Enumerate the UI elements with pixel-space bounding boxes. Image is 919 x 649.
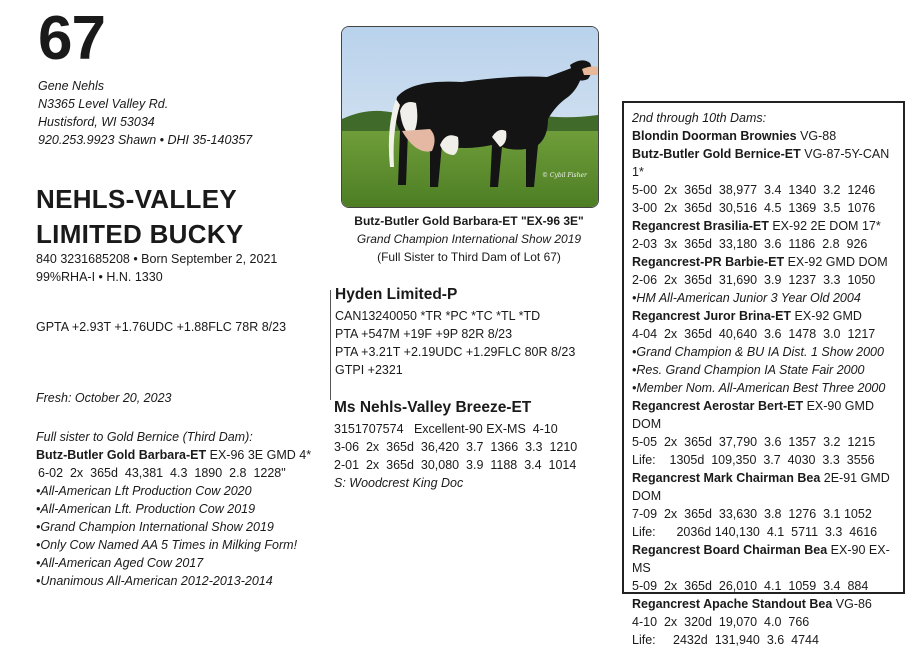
animal-rha-line: 99%RHA-I • H.N. 1330	[36, 270, 163, 284]
ancestor-dam-name: Regancrest Aerostar Bert-ET	[632, 399, 804, 413]
ancestor-dam-lifetime: Life: 2036d 140,130 4.1 5711 3.3 4616	[632, 525, 878, 539]
ancestor-dam-record: 5-05 2x 365d 37,790 3.6 1357 3.2 1215	[632, 435, 876, 449]
animal-name	[36, 182, 244, 252]
photo-caption	[341, 212, 597, 266]
cow-photo	[341, 26, 599, 208]
sire-detail: GTPI +2321	[335, 363, 403, 377]
dams-box	[622, 101, 905, 647]
ancestor-dam-classification: EX-92 GMD DOM	[784, 255, 888, 269]
ancestor-dam-record: 4-10 2x 320d 19,070 4.0 766	[632, 615, 810, 629]
ancestor-dam-classification: EX-90 EX-MS	[632, 543, 890, 575]
sister-name-line	[36, 446, 336, 464]
dam-block	[334, 398, 614, 492]
ancestor-dam-honor: •Res. Grand Champion IA State Fair 2000	[632, 363, 865, 377]
ancestor-dam-classification: EX-90 GMD DOM	[632, 399, 874, 431]
dam-name: Ms Nehls-Valley Breeze-ET	[334, 399, 532, 416]
dam-entry	[632, 595, 897, 613]
cow-photo-illustration	[342, 27, 598, 207]
ancestor-dam-name: Regancrest Brasilia-ET	[632, 219, 769, 233]
owner-address-2: Hustisford, WI 53034	[38, 115, 155, 129]
ancestor-dam-honor: •Grand Champion & BU IA Dist. 1 Show 2000	[632, 345, 884, 359]
lot-number: 67	[38, 4, 105, 73]
animal-gpta: GPTA +2.93T +1.76UDC +1.88FLC 78R 8/23	[36, 320, 287, 334]
sister-honor: •Only Cow Named AA 5 Times in Milking Form!	[36, 538, 298, 552]
dam-record: 3-06 2x 365d 36,420 3.7 1366 3.3 1210	[334, 440, 578, 454]
sire-detail: PTA +3.21T +2.19UDC +1.29FLC 80R 8/23	[335, 345, 576, 359]
sister-honor: •All-American Lft Production Cow 2020	[36, 484, 252, 498]
animal-name-line-1: NEHLS-VALLEY	[36, 184, 238, 214]
sister-classification: EX-96 3E GMD 4*	[206, 448, 312, 462]
ancestor-dam-record: 3-00 2x 365d 30,516 4.5 1369 3.5 1076	[632, 201, 876, 215]
owner-info	[38, 77, 252, 149]
ancestor-dam-classification: VG-88	[796, 129, 837, 143]
ancestor-dam-record: 4-04 2x 365d 40,640 3.6 1478 3.0 1217	[632, 327, 876, 341]
sister-intro: Full sister to Gold Bernice (Third Dam):	[36, 430, 253, 444]
dam-entry	[632, 253, 897, 271]
ancestor-dam-lifetime: Life: 2432d 131,940 3.6 4744	[632, 633, 819, 647]
animal-id-line: 840 3231685208 • Born September 2, 2021	[36, 252, 278, 266]
sire-detail: CAN13240050 *TR *PC *TC *TL *TD	[335, 309, 541, 323]
sire-block	[330, 285, 615, 379]
sister-honor: •All-American Lft. Production Cow 2019	[36, 502, 256, 516]
ancestor-dam-classification: VG-86	[832, 597, 872, 611]
ancestor-dam-classification: EX-92 GMD	[791, 309, 862, 323]
ancestor-dam-classification: EX-92 2E DOM 17*	[768, 219, 881, 233]
ancestor-dam-honor: •HM All-American Junior 3 Year Old 2004	[632, 291, 861, 305]
dam-entry	[632, 469, 897, 505]
ancestor-dam-record: 2-06 2x 365d 31,690 3.9 1237 3.3 1050	[632, 273, 876, 287]
owner-name: Gene Nehls	[38, 79, 105, 93]
dam-record: 2-01 2x 365d 30,080 3.9 1188 3.4 1014	[334, 458, 577, 472]
photo-caption-honor: Grand Champion International Show 2019	[356, 232, 582, 246]
sister-honor: •All-American Aged Cow 2017	[36, 556, 204, 570]
photo-watermark: © Cybil Fisher	[542, 172, 587, 179]
dam-entry	[632, 145, 897, 181]
ancestor-dam-name: Regancrest Apache Standout Bea	[632, 597, 833, 611]
ancestor-dam-name: Regancrest Mark Chairman Bea	[632, 471, 821, 485]
ancestor-dam-record: 5-00 2x 365d 38,977 3.4 1340 3.2 1246	[632, 183, 876, 197]
sister-block	[36, 428, 336, 590]
dam-entry	[632, 307, 897, 325]
photo-caption-name: Butz-Butler Gold Barbara-ET "EX-96 3E"	[354, 214, 584, 228]
ancestor-dam-classification: VG-87-5Y-CAN 1*	[632, 147, 890, 179]
ancestor-dam-record: 7-09 2x 365d 33,630 3.8 1276 3.1 1052	[632, 507, 872, 521]
ancestor-dam-classification: 2E-91 GMD DOM	[632, 471, 890, 503]
sister-record: 6-02 2x 365d 43,381 4.3 1890 2.8 1228"	[38, 466, 286, 480]
dam-sire: S: Woodcrest King Doc	[334, 476, 464, 490]
sire-name: Hyden Limited-P	[335, 286, 458, 303]
ancestor-dam-name: Blondin Doorman Brownies	[632, 129, 797, 143]
sister-honor: •Grand Champion International Show 2019	[36, 520, 274, 534]
owner-contact: 920.253.9923 Shawn • DHI 35-140357	[38, 133, 253, 147]
sire-detail: PTA +547M +19F +9P 82R 8/23	[335, 327, 513, 341]
animal-name-line-2: LIMITED BUCKY	[36, 219, 244, 249]
photo-caption-relation: (Full Sister to Third Dam of Lot 67)	[377, 250, 561, 264]
ancestor-dam-name: Regancrest Juror Brina-ET	[632, 309, 792, 323]
ancestor-dam-name: Regancrest Board Chairman Bea	[632, 543, 828, 557]
dam-entry	[632, 541, 897, 577]
dam-detail: 3151707574 Excellent-90 EX-MS 4-10	[334, 422, 558, 436]
dams-box-header: 2nd through 10th Dams:	[632, 111, 767, 125]
ancestor-dam-lifetime: Life: 1305d 109,350 3.7 4030 3.3 3556	[632, 453, 875, 467]
ancestor-dam-honor: •Member Nom. All-American Best Three 2000	[632, 381, 886, 395]
ancestor-dam-record: 2-03 3x 365d 33,180 3.6 1186 2.8 926	[632, 237, 868, 251]
sister-honor: •Unanimous All-American 2012-2013-2014	[36, 574, 273, 588]
owner-address-1: N3365 Level Valley Rd.	[38, 97, 169, 111]
ancestor-dam-record: 5-09 2x 365d 26,010 4.1 1059 3.4 884	[632, 579, 869, 593]
dam-entry	[632, 397, 897, 433]
sister-name: Butz-Butler Gold Barbara-ET	[36, 448, 207, 462]
dam-entry	[632, 127, 897, 145]
ancestor-dam-name: Butz-Butler Gold Bernice-ET	[632, 147, 801, 161]
dam-entry	[632, 217, 897, 235]
animal-fresh-date: Fresh: October 20, 2023	[36, 391, 172, 405]
animal-ids	[36, 250, 277, 286]
ancestor-dam-name: Regancrest-PR Barbie-ET	[632, 255, 785, 269]
